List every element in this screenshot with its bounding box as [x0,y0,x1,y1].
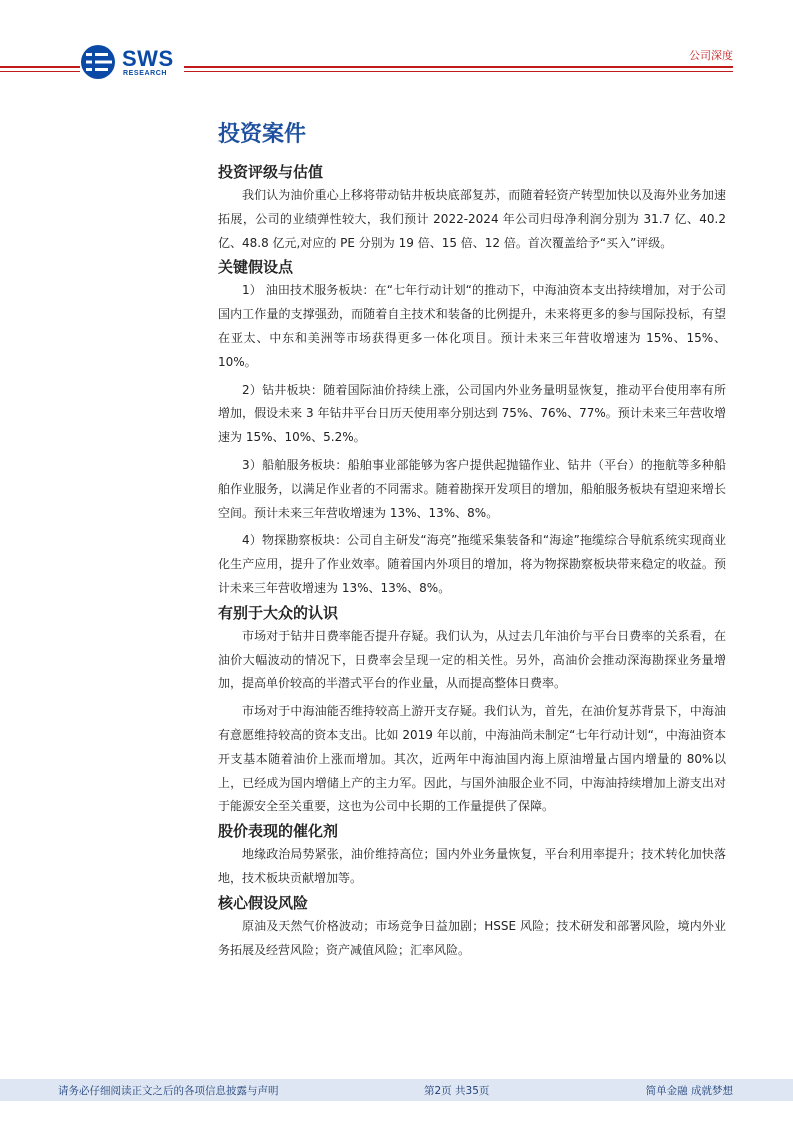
paragraph: 4）物探勘察板块：公司自主研发“海亮”拖缆采集装备和“海途”拖缆综合导航系统实现商业化生产应用，提升了作业效率。随着国内外项目的增加，将为物探勘察板块带来稳定的收益。预计未来三年营收增速为 13%、13%、8%。 [218,533,726,595]
header-rule [0,66,80,68]
company-logo [80,44,184,80]
section-heading: 核心假设风险 [218,893,309,912]
page-title: 投资案件 [218,122,307,147]
paragraph: 市场对于中海油能否维持较高上游开支存疑。我们认为，首先，在油价复苏背景下，中海油有意愿维持较高的资本支出。比如 2019 年以前，中海油尚未制定“七年行动计划“，中海油资本开支基本随着油价上涨而增加。其次，近两年中海油国内海上原油增量占国内增量的 80%以上，已经成为国内增储上产的主力军。因此，与国外油服企业不同，中海油持续增加上游支出对于能源安全至关重要，这也为公司中长期的工作量提供了保障。 [218,704,726,814]
section-heading: 投资评级与估值 [218,163,324,181]
disclaimer-text: 请务必仔细阅读正文之后的各项信息披露与声明 [58,1085,279,1097]
paragraph: 原油及天然气价格波动；市场竞争日益加剧；HSSE 风险；技术研发和部署风险，境内外业务拓展及经营风险；资产减值风险；汇率风险。 [218,918,726,957]
paragraph: 我们认为油价重心上移将带动钻井板块底部复苏，而随着轻资产转型加快以及海外业务加速拓展，公司的业绩弹性较大，我们预计 2022-2024 年公司归母净利润分别为 31.7 亿、40.2 亿、48.8 亿元,对应的 PE 分别为 19 倍、15 倍、12 倍。首次覆盖给予“买入”评级。 [218,188,726,250]
header-rule-thin [0,71,80,72]
document-type-label: 公司深度 [689,49,733,62]
main-content [218,120,726,962]
logo-subtext: RESEARCH [123,70,168,77]
header-rule-thin [184,71,733,72]
sws-logo-icon [80,44,118,80]
paragraph: 1） 油田技术服务板块：在“七年行动计划“的推动下，中海油资本支出持续增加，对于公司国内工作量的支撑强劲，而随着自主技术和装备的比例提升，未来将更多的参与国际投标，有望在亚太、中东和美洲等市场获得更多一体化项目。预计未来三年营收增速为 15%、15%、10%。 [218,283,726,369]
section-heading: 有别于大众的认识 [218,603,339,622]
section-heading: 关键假设点 [218,258,294,277]
slogan-text: 简单金融 成就梦想 [645,1085,733,1097]
paragraph: 2）钻井板块：随着国际油价持续上涨，公司国内外业务量明显恢复，推动平台使用率有所增加，假设未来 3 年钻井平台日历天使用率分别达到 75%、76%、77%。预计未来三年营收增速为 15%、10%、5.2%。 [218,382,726,445]
page-number: 第2页 共35页 [424,1085,490,1097]
paragraph: 市场对于钻井日费率能否提升存疑。我们认为，从过去几年油价与平台日费率的关系看，在油价大幅波动的情况下，日费率会呈现一定的相关性。另外，高油价会推动深海勘探业务量增加，提高单价较高的半潜式平台的作业量，从而提高整体日费率。 [218,628,726,691]
logo-text: SWS [122,46,174,71]
paragraph: 地缘政治局势紧张，油价维持高位；国内外业务量恢复，平台利用率提升；技术转化加快落地，技术板块贡献增加等。 [218,847,726,885]
page-footer [0,1079,793,1101]
header-rule [184,66,733,68]
section-heading: 股价表现的催化剂 [218,822,339,841]
paragraph: 3）船舶服务板块：船舶事业部能够为客户提供起抛锚作业、钻井（平台）的拖航等多种船舶作业服务，以满足作业者的不同需求。随着勘探开发项目的增加，船舶服务板块有望迎来增长空间。预计未来三年营收增速为 13%、13%、8%。 [218,457,726,520]
